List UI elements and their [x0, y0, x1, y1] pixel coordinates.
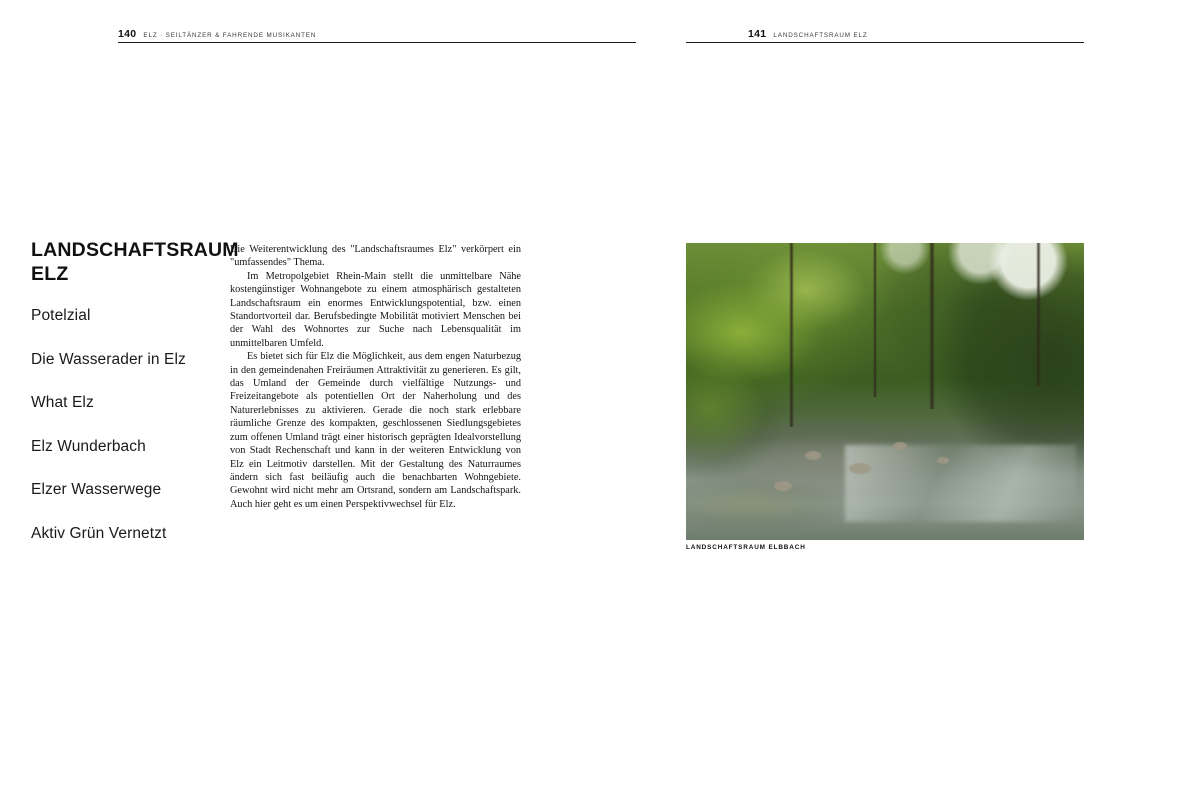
- list-item-potelzial[interactable]: Potelzial: [31, 307, 91, 324]
- body-text-column: [230, 243, 521, 511]
- spread-gutter: [600, 0, 601, 800]
- running-head-left: [118, 28, 316, 40]
- tree-trunk-icon: [1036, 243, 1041, 386]
- river-rock: [893, 442, 907, 450]
- running-head-right: [748, 28, 868, 40]
- list-item-what-elz[interactable]: What Elz: [31, 394, 94, 411]
- page-title: LANDSCHAFTSRAUM ELZ: [31, 239, 239, 285]
- tree-trunk-icon: [929, 243, 935, 409]
- list-item-wasserwege[interactable]: Elzer Wasserwege: [31, 481, 162, 498]
- river-rock: [849, 463, 871, 474]
- list-item-wasserader[interactable]: Die Wasserader in Elz: [31, 350, 186, 368]
- photo-image: [686, 243, 1084, 540]
- landscape-photo: [686, 243, 1084, 540]
- tree-trunk-icon: [873, 243, 877, 397]
- body-paragraph-2: Im Metropolgebiet Rhein-Main stellt die unmittelbare Nähe kostengünstiger Wohnangebote zu einem atmosphärisch gestalteten Landschaftsraum ein enormes Entwicklungspotential, bzw. einen Standortvorteil dar. Berufsbedingte Mobilität motiviert Menschen bei der Wahl des Wohnortes zur Suche nach Lebensqualität im unmittelbaren Umfeld.: [230, 270, 521, 349]
- water-reflection: [845, 445, 1076, 522]
- header-rule-left: [118, 42, 636, 43]
- photo-caption: LANDSCHAFTSRAUM ELBBACH: [686, 544, 806, 551]
- header-rule-right: [686, 42, 1084, 43]
- running-title-right: LANDSCHAFTSRAUM ELZ: [773, 31, 868, 39]
- running-title-left: ELZ · SEILTÄNZER & FAHRENDE MUSIKANTEN: [143, 31, 317, 39]
- body-paragraph-1: Die Weiterentwicklung des "Landschaftsraumes Elz" verkörpert ein "umfassendes" Thema.: [230, 244, 521, 269]
- list-item-wunderbach[interactable]: Elz Wunderbach: [31, 437, 146, 455]
- section-list: [31, 306, 246, 567]
- tree-trunk-icon: [789, 243, 794, 427]
- body-paragraph-3: Es bietet sich für Elz die Möglichkeit, aus dem engen Naturbezug in den gemeindenahen Freiräumen Attraktivität zu generieren. Es gilt, das Umland der Gemeinde durch vielfältige Nutzungs- und Freizeitangebote als potentiellen Ort der Naherholung und des Naturerlebnisses zu aktivieren. Gerade die noch stark erlebbare räumliche Grenze des kompakten, geschlossenen Siedlungsgebietes zum offenen Umland trägt einer historisch geprägten Idealvorstellung von Stadt Rechenschaft und kann in der weiteren Entwicklung von Elz ein Leitmotiv darstellen. Mit der Gestaltung des Naturraumes ändern sich fast beiläufig auch die benachbarten Wohngebiete. Gewohnt wird nicht mehr am Ortsrand, sondern am Landschaftspark. Auch hier geht es um einen Perspektivwechsel für Elz.: [230, 351, 521, 510]
- river-rock: [774, 481, 792, 491]
- river-rock: [937, 457, 949, 464]
- page-number-left: 140: [118, 28, 137, 40]
- list-item-aktiv-gruen[interactable]: Aktiv Grün Vernetzt: [31, 524, 167, 542]
- page-number-right: 141: [748, 28, 767, 40]
- river-rock: [805, 451, 821, 460]
